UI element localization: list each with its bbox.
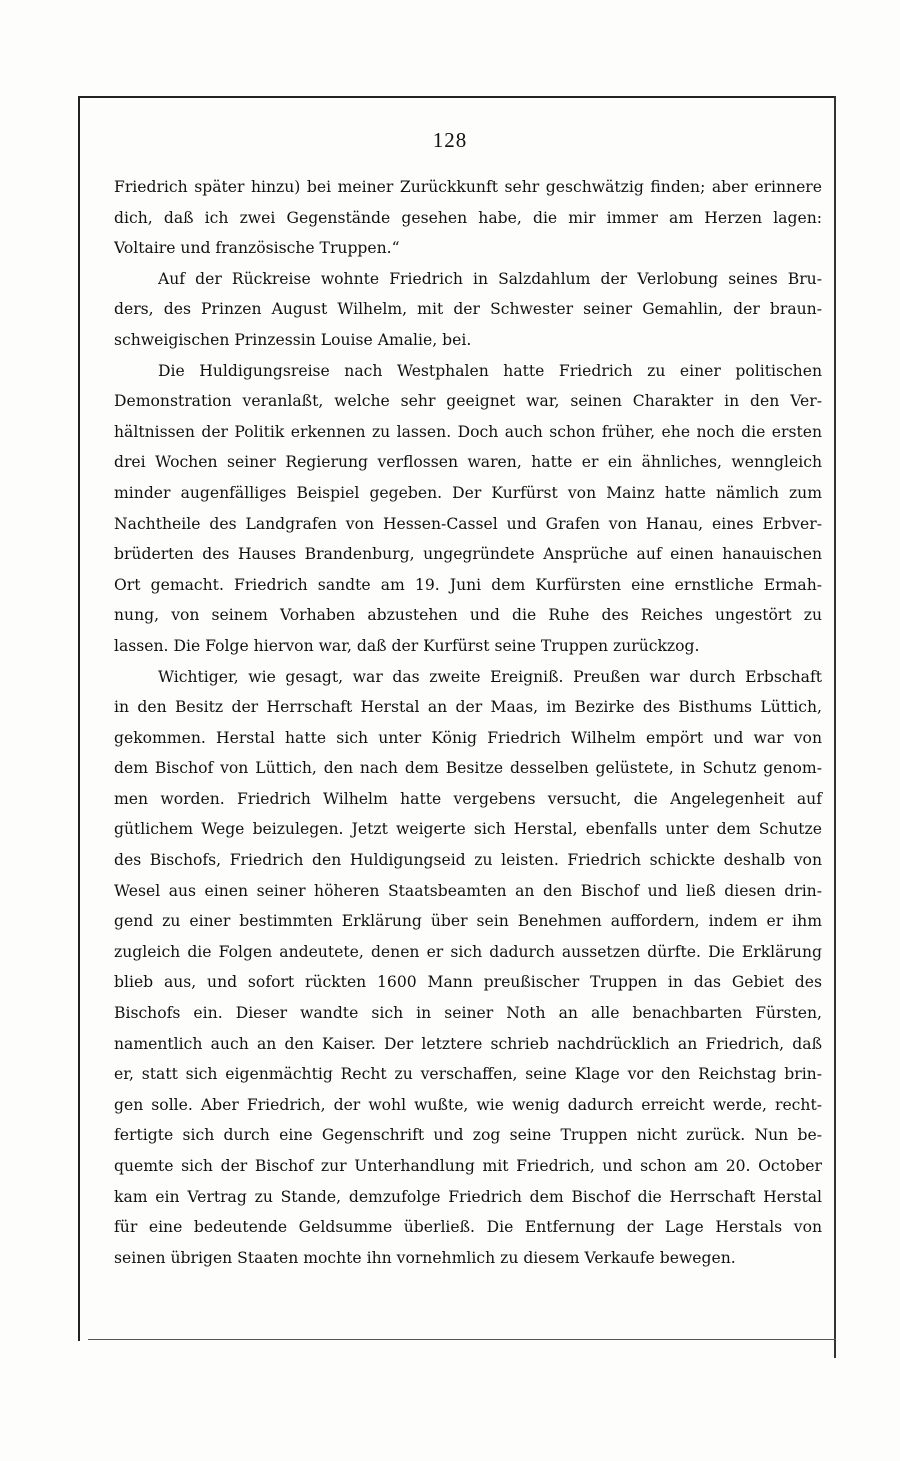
text-line: gekommen. Herstal hatte sich unter König Friedrich Wilhelm empört und war von: [114, 728, 822, 747]
text-line: namentlich auch an den Kaiser. Der letztere schrieb nachdrücklich an Friedrich, daß: [114, 1034, 822, 1053]
text-line: hältnissen der Politik erkennen zu lassen. Doch auch schon früher, ehe noch die ersten: [114, 422, 822, 441]
text-line: dich, daß ich zwei Gegenstände gesehen habe, die mir immer am Herzen lagen:: [114, 208, 822, 227]
text-line: Wichtiger, wie gesagt, war das zweite Ereigniß. Preußen war durch Erbschaft: [158, 667, 822, 686]
page-border-left: [78, 96, 80, 1341]
body-text: [114, 172, 822, 1273]
page-border-top: [78, 96, 836, 98]
text-line: Die Huldigungsreise nach Westphalen hatte Friedrich zu einer politischen: [158, 361, 822, 380]
text-line: drei Wochen seiner Regierung verflossen waren, hatte er ein ähnliches, wenngleich: [114, 453, 822, 472]
text-line: Voltaire und französische Truppen.“: [114, 239, 400, 258]
text-line: men worden. Friedrich Wilhelm hatte vergebens versucht, die Angelegenheit auf: [114, 789, 822, 808]
page-number: 128: [432, 128, 468, 152]
text-line: minder augenfälliges Beispiel gegeben. Der Kurfürst von Mainz hatte nämlich zum: [114, 483, 822, 502]
text-line: gütlichem Wege beizulegen. Jetzt weigerte sich Herstal, ebenfalls unter dem Schutze: [114, 820, 822, 839]
text-line: dem Bischof von Lüttich, den nach dem Besitze desselben gelüstete, in Schutz genom-: [114, 759, 822, 778]
text-line: Friedrich später hinzu) bei meiner Zurückkunft sehr geschwätzig finden; aber erinnere: [114, 178, 822, 196]
text-line: in den Besitz der Herrschaft Herstal an der Maas, im Bezirke des Bisthums Lüttich,: [114, 698, 822, 717]
text-line: Demonstration veranlaßt, welche sehr geeignet war, seinen Charakter in den Ver-: [114, 392, 822, 411]
text-line: blieb aus, und sofort rückten 1600 Mann preußischer Truppen in das Gebiet des: [114, 973, 822, 992]
page-border-bottom: [88, 1339, 836, 1340]
text-line: Bischofs ein. Dieser wandte sich in seiner Noth an alle benachbarten Fürsten,: [114, 1004, 822, 1023]
text-line: er, statt sich eigenmächtig Recht zu verschaffen, seine Klage vor den Reichstag brin-: [114, 1065, 822, 1084]
text-line: Nachtheile des Landgrafen von Hessen-Cassel und Grafen von Hanau, eines Erbver-: [114, 514, 822, 533]
text-line: quemte sich der Bischof zur Unterhandlung mit Friedrich, und schon am 20. October: [114, 1157, 822, 1175]
text-line: des Bischofs, Friedrich den Huldigungseid zu leisten. Friedrich schickte deshalb von: [114, 851, 822, 870]
text-line: nung, von seinem Vorhaben abzustehen und die Ruhe des Reiches ungestört zu: [114, 606, 822, 625]
text-line: brüderten des Hauses Brandenburg, ungegründete Ansprüche auf einen hanauischen: [114, 545, 822, 564]
text-line: Auf der Rückreise wohnte Friedrich in Salzdahlum der Verlobung seines Bru-: [158, 269, 822, 288]
text-line: seinen übrigen Staaten mochte ihn vornehmlich zu diesem Verkaufe bewegen.: [114, 1248, 736, 1267]
text-line: lassen. Die Folge hiervon war, daß der Kurfürst seine Truppen zurückzog.: [114, 636, 700, 655]
text-line: für eine bedeutende Geldsumme überließ. Die Entfernung der Lage Herstals von: [114, 1218, 822, 1237]
text-line: ders, des Prinzen August Wilhelm, mit der Schwester seiner Gemahlin, der braun-: [114, 300, 822, 319]
text-line: gend zu einer bestimmten Erklärung über sein Benehmen auffordern, indem er ihm: [114, 912, 822, 931]
text-line: gen solle. Aber Friedrich, der wohl wußte, wie wenig dadurch erreicht werde, recht-: [114, 1095, 822, 1114]
page-border-right: [834, 96, 836, 1358]
text-line: zugleich die Folgen andeutete, denen er sich dadurch aussetzen dürfte. Die Erklärung: [114, 942, 822, 961]
text-line: Wesel aus einen seiner höheren Staatsbeamten an den Bischof und ließ diesen drin-: [114, 881, 822, 900]
text-line: fertigte sich durch eine Gegenschrift und zog seine Truppen nicht zurück. Nun be-: [114, 1126, 822, 1145]
text-line: kam ein Vertrag zu Stande, demzufolge Friedrich dem Bischof die Herrschaft Herstal: [114, 1187, 822, 1206]
text-line: Ort gemacht. Friedrich sandte am 19. Juni dem Kurfürsten eine ernstliche Ermah-: [114, 575, 822, 594]
text-line: schweigischen Prinzessin Louise Amalie, bei.: [114, 330, 472, 349]
